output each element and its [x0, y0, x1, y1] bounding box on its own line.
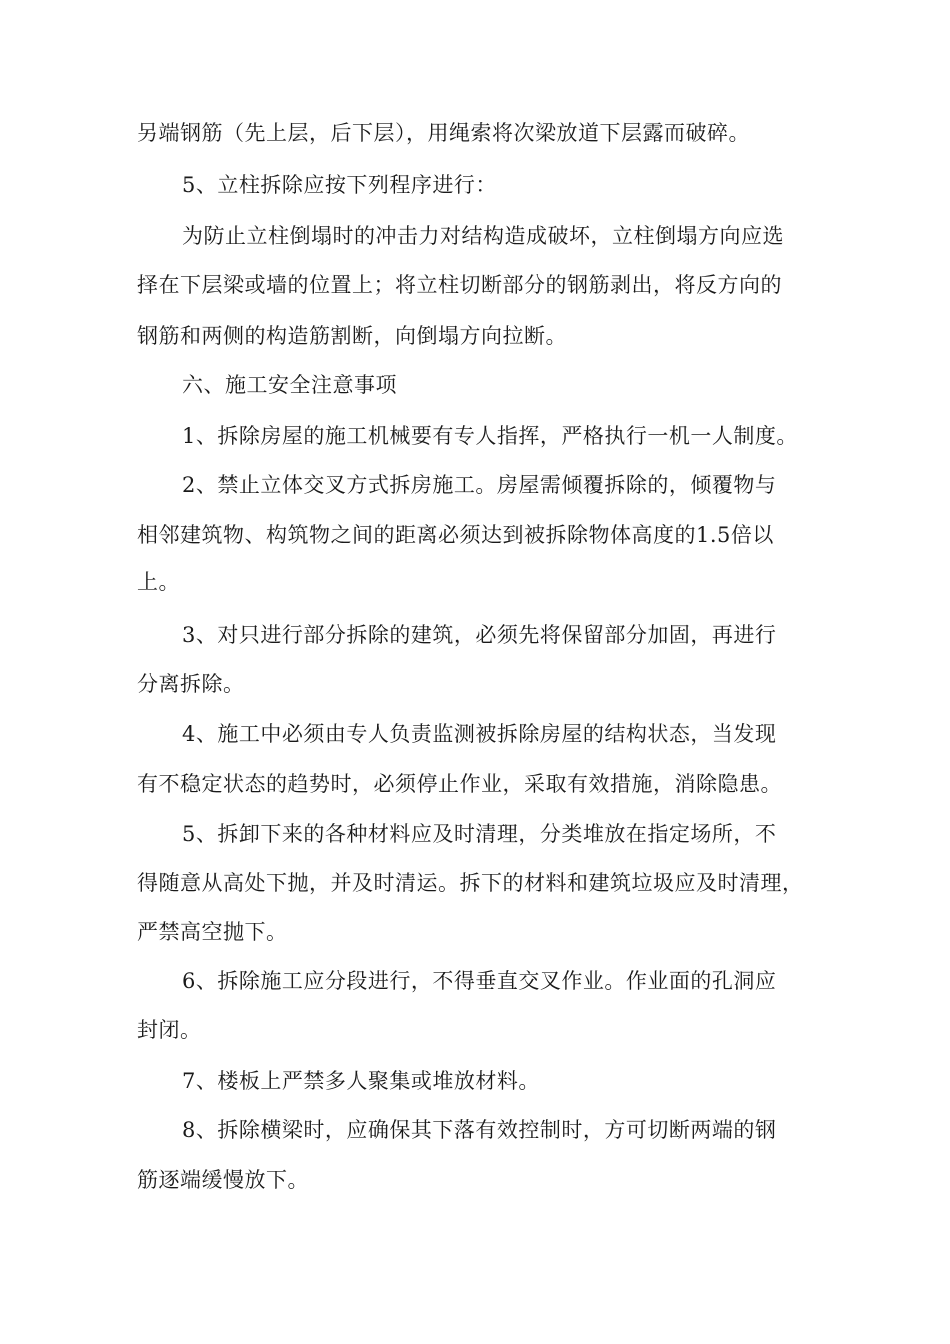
list-item: 6、拆除施工应分段进行，不得垂直交叉作业。作业面的孔洞应	[182, 969, 777, 993]
list-item: 3、对只进行部分拆除的建筑，必须先将保留部分加固，再进行	[182, 623, 777, 647]
text-line: 上。	[137, 570, 180, 594]
text-line: 筋逐端缓慢放下。	[137, 1168, 309, 1192]
list-item: 7、楼板上严禁多人聚集或堆放材料。	[182, 1069, 540, 1093]
text-line: 另端钢筋（先上层，后下层），用绳索将次梁放道下层露而破碎。	[137, 121, 750, 145]
list-item: 2、禁止立体交叉方式拆房施工。房屋需倾覆拆除的，倾覆物与	[182, 473, 777, 497]
list-item: 8、拆除横梁时，应确保其下落有效控制时，方可切断两端的钢	[182, 1118, 777, 1142]
text-line: 择在下层梁或墙的位置上；将立柱切断部分的钢筋剥出，将反方向的	[137, 273, 782, 297]
text-line: 为防止立柱倒塌时的冲击力对结构造成破坏，立柱倒塌方向应选	[182, 224, 784, 248]
text-line: 严禁高空抛下。	[137, 920, 288, 944]
list-item: 1、拆除房屋的施工机械要有专人指挥，严格执行一机一人制度。	[182, 424, 798, 448]
list-item: 5、拆卸下来的各种材料应及时清理，分类堆放在指定场所，不	[182, 822, 777, 846]
text-line: 有不稳定状态的趋势时，必须停止作业，采取有效措施，消除隐患。	[137, 772, 782, 796]
text-line: 相邻建筑物、构筑物之间的距离必须达到被拆除物体高度的1.5倍以	[137, 523, 774, 547]
list-item: 4、施工中必须由专人负责监测被拆除房屋的结构状态，当发现	[182, 722, 777, 746]
section-heading: 5、立柱拆除应按下列程序进行：	[182, 173, 497, 197]
text-line: 钢筋和两侧的构造筋割断，向倒塌方向拉断。	[137, 324, 567, 348]
text-line: 得随意从高处下抛，并及时清运。拆下的材料和建筑垃圾应及时清理，	[137, 871, 804, 895]
section-heading: 六、施工安全注意事项	[182, 373, 397, 397]
text-line: 分离拆除。	[137, 672, 245, 696]
text-line: 封闭。	[137, 1018, 202, 1042]
